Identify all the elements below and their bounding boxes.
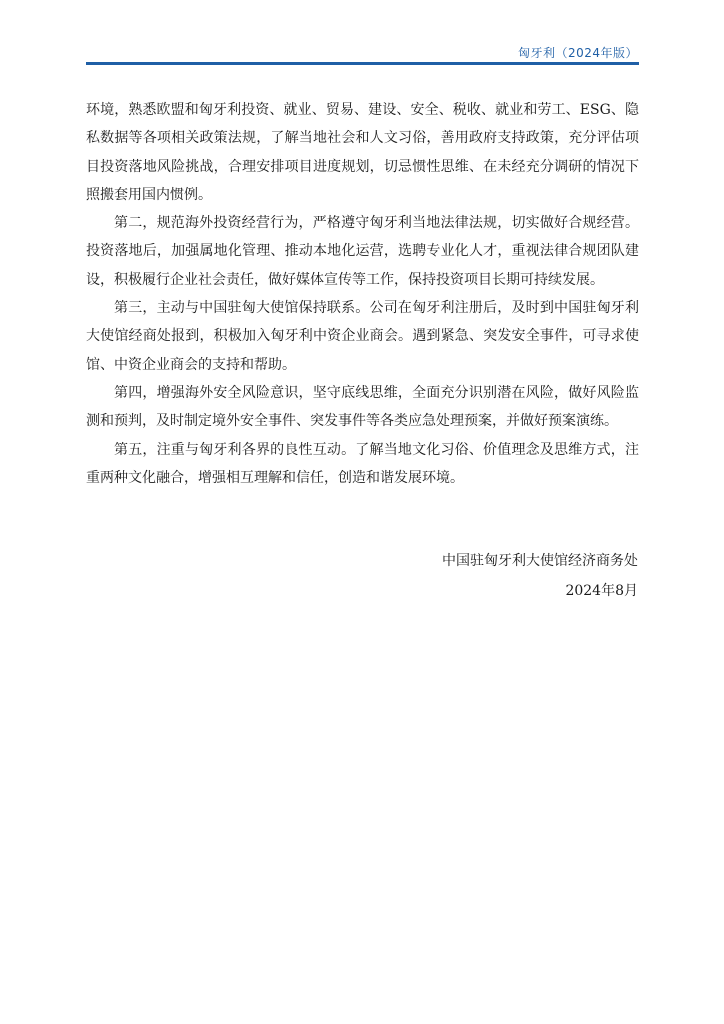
header-title: 匈牙利（2024年版） <box>517 46 638 60</box>
signature-date: 2024年8月 <box>565 583 638 599</box>
paragraph-fourth-point: 第四，增强海外安全风险意识，坚守底线思维，全面充分识别潜在风险，做好风险监测和预判，及时制定境外安全事件、突发事件等各类应急处理预案，并做好预案演练。 <box>86 384 639 430</box>
document-body <box>86 96 639 492</box>
paragraph-second-point: 第二，规范海外投资经营行为，严格遵守匈牙利当地法律法规，切实做好合规经营。投资落地后，加强属地化管理、推动本地化运营，选聘专业化人才，重视法律合规团队建设，积极履行企业社会责任，做好媒体宣传等工作，保持投资项目长期可持续发展。 <box>86 215 639 288</box>
paragraph-third-point: 第三，主动与中国驻匈大使馆保持联系。公司在匈牙利注册后，及时到中国驻匈牙利大使馆经商处报到，积极加入匈牙利中资企业商会。遇到紧急、突发安全事件，可寻求使馆、中资企业商会的支持和帮助。 <box>86 300 639 373</box>
paragraph-continuation: 环境，熟悉欧盟和匈牙利投资、就业、贸易、建设、安全、税收、就业和劳工、ESG、隐私数据等各项相关政策法规，了解当地社会和人文习俗，善用政府支持政策，充分评估项目投资落地风险挑战，合理安排项目进度规划，切忌惯性思维、在未经充分调研的情况下照搬套用国内惯例。 <box>86 102 639 203</box>
signature-organization: 中国驻匈牙利大使馆经济商务处 <box>442 553 638 569</box>
header-divider <box>86 62 639 65</box>
paragraph-fifth-point: 第五，注重与匈牙利各界的良性互动。了解当地文化习俗、价值理念及思维方式，注重两种文化融合，增强相互理解和信任，创造和谐发展环境。 <box>86 441 639 486</box>
